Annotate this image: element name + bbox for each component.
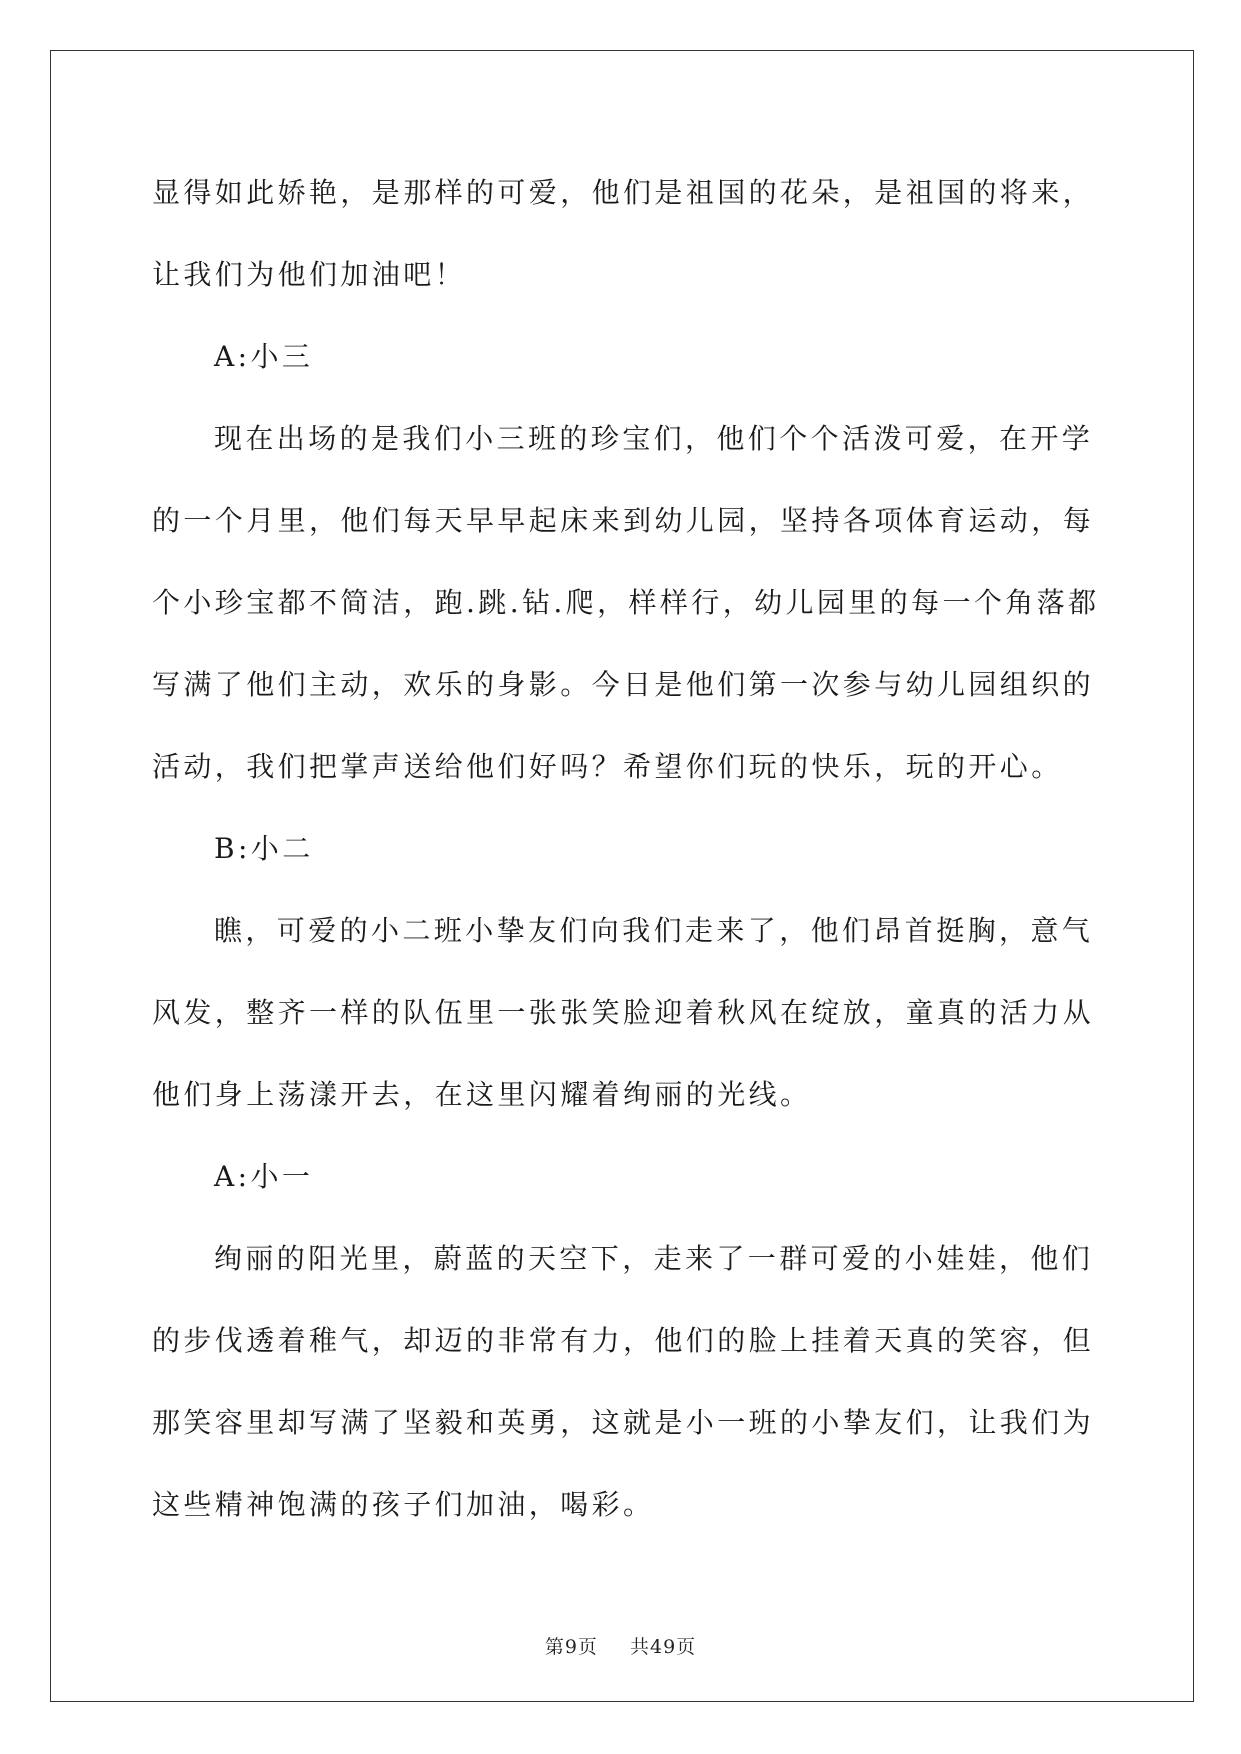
- text-line: 现在出场的是我们小三班的珍宝们，他们个个活泼可爱，在开学: [214, 422, 1094, 455]
- text-line: 显得如此娇艳，是那样的可爱，他们是祖国的花朵，是祖国的将来，: [152, 176, 1095, 209]
- text-line: 的一个月里，他们每天早早起床来到幼儿园，坚持各项体育运动，每: [152, 504, 1095, 537]
- text-line: 那笑容里却写满了坚毅和英勇，这就是小一班的小挚友们，让我们为: [152, 1406, 1095, 1439]
- paragraph: [152, 1218, 1095, 1546]
- text-line: 风发，整齐一样的队伍里一张张笑脸迎着秋风在绽放，童真的活力从: [152, 996, 1095, 1029]
- speaker-label: [152, 316, 1092, 398]
- page-number: 第9页: [544, 1636, 598, 1658]
- paragraph: [152, 398, 1100, 808]
- text-line: 个小珍宝都不简洁，跑.跳.钻.爬，样样行，幼儿园里的每一个角落都: [152, 586, 1100, 619]
- paragraph: [152, 152, 1095, 316]
- text-line: 让我们为他们加油吧！: [152, 258, 467, 291]
- text-line: 写满了他们主动，欢乐的身影。今日是他们第一次参与幼儿园组织的: [152, 668, 1095, 701]
- text-line: 这些精神饱满的孩子们加油，喝彩。: [152, 1488, 655, 1521]
- total-pages: 共49页: [630, 1636, 697, 1658]
- text-line: A:小三: [214, 340, 314, 373]
- speaker-label: [152, 1136, 1092, 1218]
- text-line: 的步伐透着稚气，却迈的非常有力，他们的脸上挂着天真的笑容，但: [152, 1324, 1095, 1357]
- document-body: [152, 152, 1100, 1546]
- text-line: B:小二: [214, 832, 314, 865]
- text-line: 活动，我们把掌声送给他们好吗？希望你们玩的快乐，玩的开心。: [152, 750, 1063, 783]
- speaker-label: [152, 808, 1092, 890]
- text-line: A:小一: [214, 1160, 314, 1193]
- text-line: 瞧，可爱的小二班小挚友们向我们走来了，他们昂首挺胸，意气: [214, 914, 1094, 947]
- paragraph: [152, 890, 1095, 1136]
- text-line: 绚丽的阳光里，蔚蓝的天空下，走来了一群可爱的小娃娃，他们: [214, 1242, 1094, 1275]
- page-footer: [0, 1632, 1241, 1659]
- text-line: 他们身上荡漾开去，在这里闪耀着绚丽的光线。: [152, 1078, 812, 1111]
